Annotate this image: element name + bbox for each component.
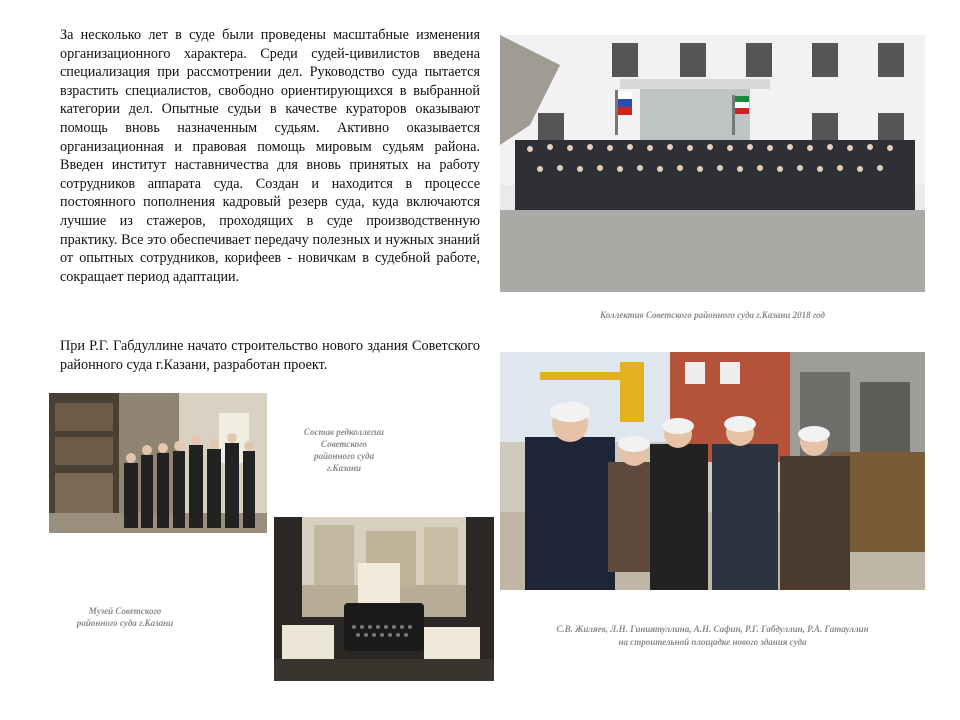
construction-caption-line-1: С.В. Жиляев, Л.Н. Гиниятуллина, А.Н. Сафин, Р.Г. Габдуллин, Р.А. Гатауллин xyxy=(556,624,869,634)
construction-site-photo xyxy=(500,352,925,590)
collective-caption: Коллектив Советского районного суда г.Казани 2018 год xyxy=(599,310,826,320)
typewriter-exhibit-photo xyxy=(274,517,494,681)
museum-caption: Музей Советского районного суда г.Казани xyxy=(76,606,174,628)
body-paragraph-2: При Р.Г. Габдуллине начато строительство нового здания Советского районного суда г.Казани, разработан проект. xyxy=(60,338,480,373)
construction-caption-line-2: на строительной площадке нового здания суда xyxy=(618,637,807,647)
court-collective-photo xyxy=(500,35,925,292)
museum-photo xyxy=(49,393,267,533)
body-paragraph-1: За несколько лет в суде были проведены масштабные изменения организационного характера. Среди судей-цивилистов введена специализация при рассмотрении дел. Руководство суда пытается взрастить специалистов, свободно ориентирующихся в выбранной категории дел. Опытные судьи в качестве кураторов оказывают помощь вновь назначенным судьям. Активно оказывается организационная и правовая помощь мировым судьям района. Введен институт наставничества для вновь принятых на работу сотрудников аппарата суда. Создан и находится в процессе постоянного пополнения кадровый резерв суда, куда включаются лучшие из стажеров, проходящих в суде производственную практику. Все это обеспечивает передачу полезных и нужных знаний от опытных сотрудников, корифеев - новичкам в судебной работе, сокращает период адаптации. xyxy=(60,27,480,285)
editorial-caption: Состав редколлегии Советского районного суда г.Казани xyxy=(303,427,385,473)
